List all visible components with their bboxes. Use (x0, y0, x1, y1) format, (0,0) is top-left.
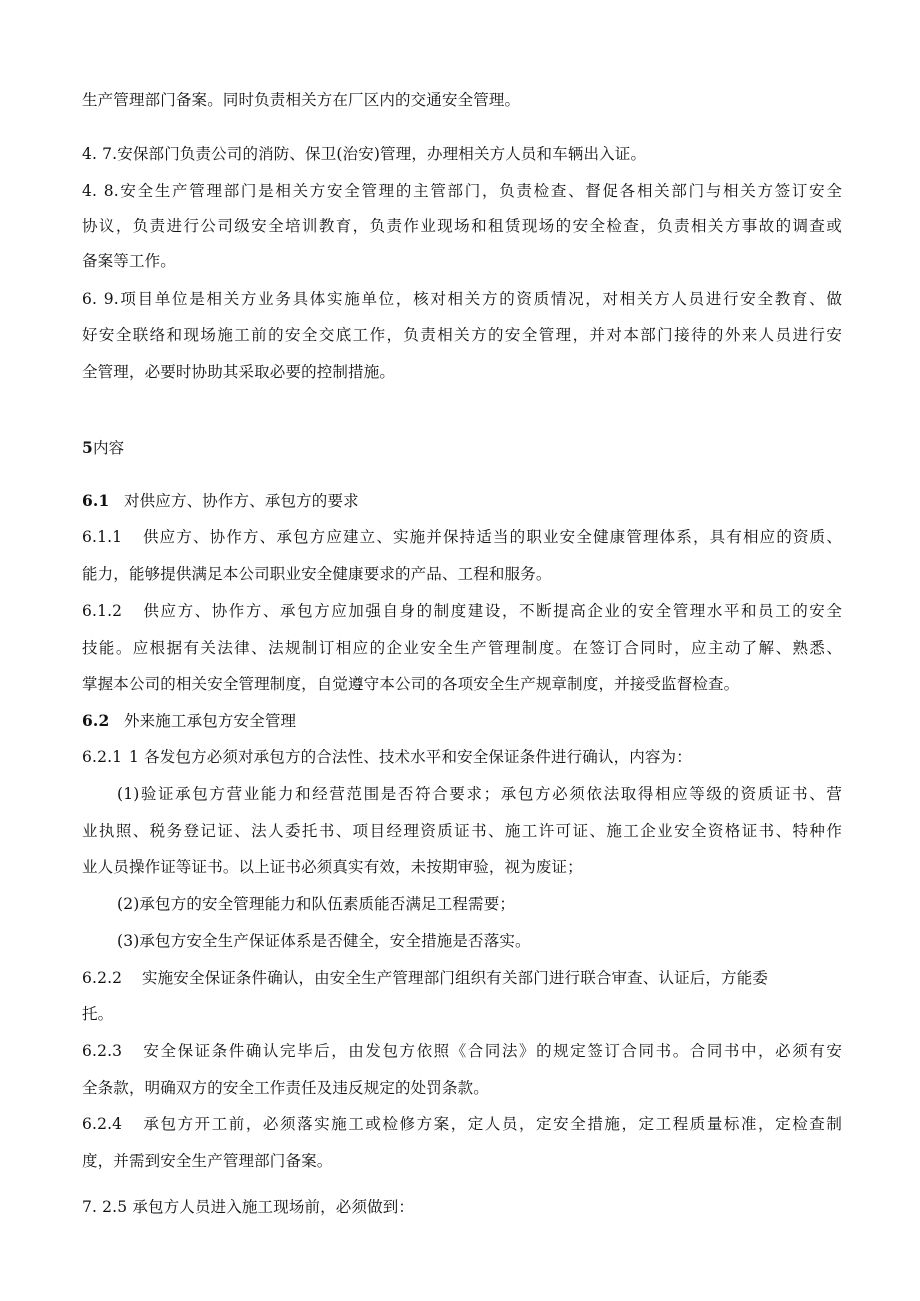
clause-number: 6.1.2 (82, 602, 123, 620)
text-line: 备案等工作。 (82, 252, 176, 270)
clause-line (82, 1113, 842, 1135)
clause-line (82, 526, 842, 548)
list-item: (1)验证承包方营业能力和经营范围是否符合要求；承包方必须依法取得相应等级的资质证书、营 (117, 785, 842, 803)
clause-text: 供应方、协作方、承包方应建立、实施并保持适当的职业安全健康管理体系，具有相应的资质、 (142, 528, 842, 546)
text-line: 能力，能够提供满足本公司职业安全健康要求的产品、工程和服务。 (82, 565, 552, 583)
text-line: 度，并需到安全生产管理部门备案。 (82, 1152, 333, 1170)
clause-line (82, 1040, 842, 1062)
text-line: 业人员操作证等证书。以上证书必须真实有效，未按期审验，视为废证； (82, 858, 583, 876)
text-line: 7. 2.5 承包方人员进入施工现场前，必须做到： (82, 1198, 415, 1216)
clause-text: 安全保证条件确认完毕后，由发包方依照《合同法》的规定签订合同书。合同书中，必须有安 (142, 1042, 842, 1060)
subsection-heading (82, 490, 359, 512)
clause-number: 6.2.1 (82, 748, 123, 766)
text-line: 技能。应根据有关法律、法规制订相应的企业安全生产管理制度。在签订合同时，应主动了解、熟悉、 (82, 639, 842, 657)
clause-number: 6.2.2 (82, 969, 123, 987)
text-line: 生产管理部门备案。同时负责相关方在厂区内的交通安全管理。 (82, 91, 521, 109)
clause-text: 供应方、协作方、承包方应加强自身的制度建设，不断提高企业的安全管理水平和员工的安全 (142, 602, 842, 620)
clause-line (82, 746, 692, 768)
section-number: 5 (82, 438, 93, 457)
subsection-title: 外来施工承包方安全管理 (124, 712, 297, 730)
clause-line (82, 967, 768, 989)
text-line: 4. 7.安保部门负责公司的消防、保卫(治安)管理，办理相关方人员和车辆出入证。 (82, 145, 647, 163)
text-line: 全条款，明确双方的安全工作责任及违反规定的处罚条款。 (82, 1079, 489, 1097)
clause-number: 6.2.4 (82, 1115, 123, 1133)
clause-text: 1 各发包方必须对承包方的合法性、技术水平和安全保证条件进行确认，内容为： (129, 748, 692, 766)
clause-number: 6.2.3 (82, 1042, 123, 1060)
section-heading (82, 437, 124, 459)
clause-number: 6.1.1 (82, 528, 123, 546)
subsection-title: 对供应方、协作方、承包方的要求 (124, 492, 359, 510)
list-item: (2)承包方的安全管理能力和队伍素质能否满足工程需要； (117, 895, 516, 913)
subsection-heading (82, 710, 296, 732)
clause-line (82, 600, 842, 622)
text-line: 4. 8.安全生产管理部门是相关方安全管理的主管部门，负责检查、督促各相关部门与相关方签订安全 (82, 182, 842, 200)
text-line: 协议，负责进行公司级安全培训教育，负责作业现场和租赁现场的安全检查，负责相关方事故的调查或 (82, 217, 842, 235)
text-line: 6. 9.项目单位是相关方业务具体实施单位，核对相关方的资质情况，对相关方人员进行安全教育、做 (82, 290, 842, 308)
section-title: 内容 (92, 439, 125, 457)
text-line: 业执照、税务登记证、法人委托书、项目经理资质证书、施工许可证、施工企业安全资格证书、特种作 (82, 822, 842, 840)
text-line: 好安全联络和现场施工前的安全交底工作，负责相关方的安全管理，并对本部门接待的外来人员进行安 (82, 326, 842, 344)
text-line: 托。 (82, 1005, 114, 1023)
clause-text: 实施安全保证条件确认，由安全生产管理部门组织有关部门进行联合审查、认证后，方能委 (142, 969, 769, 987)
text-line: 掌握本公司的相关安全管理制度，自觉遵守本公司的各项安全生产规章制度，并接受监督检查。 (82, 675, 740, 693)
clause-text: 承包方开工前，必须落实施工或检修方案，定人员，定安全措施，定工程质量标准，定检查制 (142, 1115, 842, 1133)
list-item: (3)承包方安全生产保证体系是否健全，安全措施是否落实。 (117, 932, 531, 950)
subsection-number: 6.2 (82, 711, 110, 730)
subsection-number: 6.1 (82, 491, 110, 510)
text-line: 全管理，必要时协助其采取必要的控制措施。 (82, 363, 396, 381)
